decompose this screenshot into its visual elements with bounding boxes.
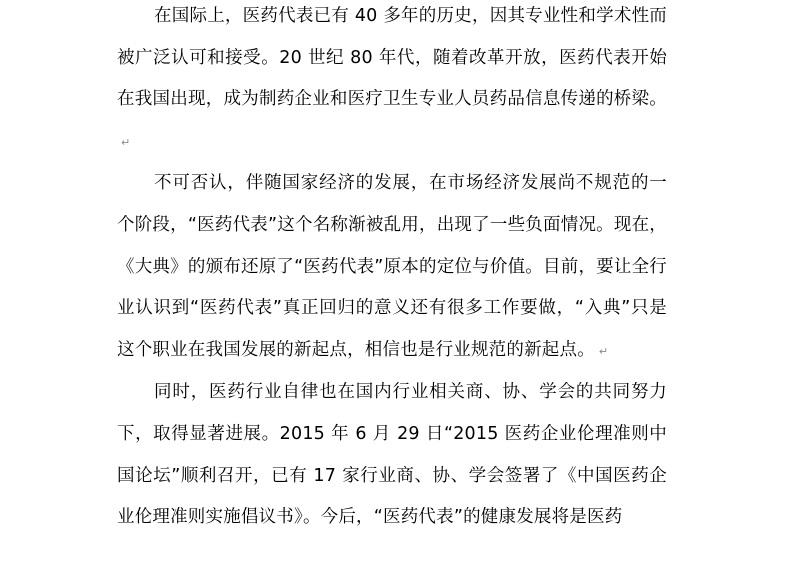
- paragraph-2: [117, 163, 667, 372]
- paragraph-2-text: 不可否认，伴随国家经济的发展，在市场经济发展尚不规范的一个阶段，“医药代表”这个名称渐被乱用，出现了一些负面情况。现在，《大典》的颁布还原了“医药代表”原本的定位与价值。目前，要让全行业认识到“医药代表”真正回归的意义还有很多工作要做，“入典”只是这个职业在我国发展的新起点，相信也是行业规范的新起点。: [117, 173, 667, 360]
- paragraph-3-text: 同时，医药行业自律也在国内行业相关商、协、学会的共同努力下，取得显著进展。2015 年 6 月 29 日“2015 医药企业伦理准则中国论坛”顺利召开，已有 17 家行业商、协、学会签署了《中国医药企业伦理准则实施倡议书》。今后，“医药代表”的健康发展将是医药: [117, 382, 667, 528]
- paragraph-1: [117, 0, 667, 163]
- paragraph-mark-icon: ↵: [121, 135, 131, 149]
- paragraph-mark-icon: ↵: [598, 344, 609, 358]
- paragraph-3: [117, 372, 667, 538]
- paragraph-1-text: 在国际上，医药代表已有 40 多年的历史，因其专业性和学术性而被广泛认可和接受。20 世纪 80 年代，随着改革开放，医药代表开始在我国出现，成为制药企业和医疗卫生专业人员药品信息传递的桥梁。: [117, 6, 667, 110]
- document-page: [117, 0, 667, 539]
